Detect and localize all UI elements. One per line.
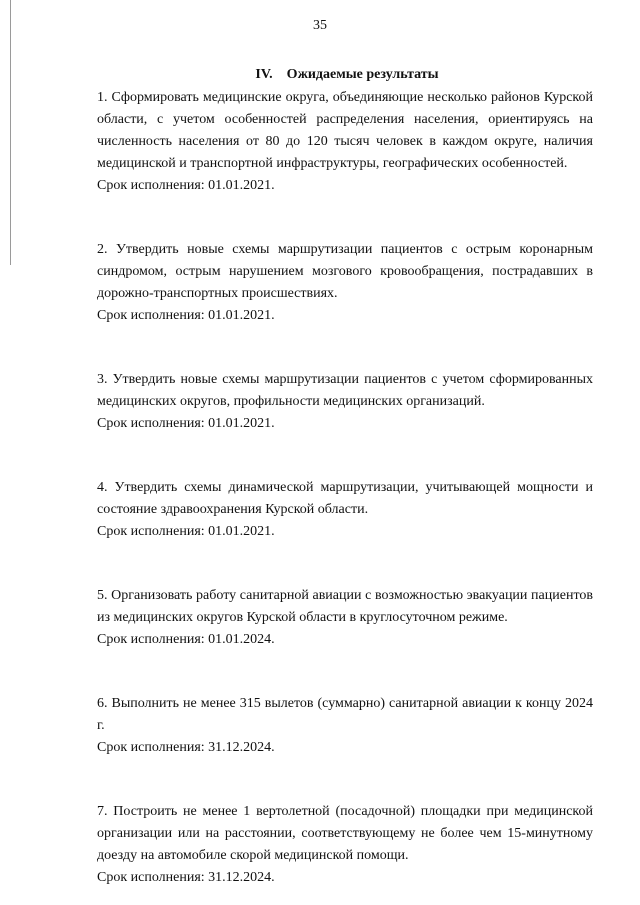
- section-heading: [97, 64, 593, 86]
- page-number: 35: [313, 18, 327, 33]
- spacer: [97, 327, 593, 369]
- spacer: [97, 543, 593, 585]
- list-item: [97, 693, 593, 759]
- item-deadline: Срок исполнения: 31.12.2024.: [97, 740, 275, 755]
- margin-rule: [10, 0, 11, 265]
- item-text: 6. Выполнить не менее 315 вылетов (суммарно) санитарной авиации к концу 2024 г.: [97, 696, 593, 733]
- item-text: 7. Построить не менее 1 вертолетной (посадочной) площадки при медицинской организации или на расстоянии, соответствующему не более чем 15-минутному доезду на автомобиле скорой медицинской помощи.: [97, 804, 593, 863]
- item-text: 1. Сформировать медицинские округа, объединяющие несколько районов Курской области, с учетом особенностей распределения населения, ориентируясь на численность населения от 80 до 120 тысяч человек в каждом округе, наличия медицинской и транспортной инфраструктуры, географических особенностей.: [97, 90, 593, 171]
- list-item: [97, 239, 593, 327]
- section-title: Ожидаемые результаты: [286, 67, 439, 82]
- spacer: [97, 435, 593, 477]
- item-deadline: Срок исполнения: 01.01.2021.: [97, 524, 275, 539]
- document-body: [97, 64, 593, 889]
- item-text: 3. Утвердить новые схемы маршрутизации пациентов с учетом сформированных медицинских округов, профильности медицинских организаций.: [97, 372, 593, 409]
- list-item: [97, 477, 593, 543]
- item-deadline: Срок исполнения: 01.01.2021.: [97, 308, 275, 323]
- section-numeral: IV.: [255, 67, 273, 82]
- list-item: [97, 585, 593, 651]
- list-item: [97, 369, 593, 435]
- spacer: [97, 197, 593, 239]
- item-deadline: Срок исполнения: 01.01.2024.: [97, 632, 275, 647]
- item-text: 4. Утвердить схемы динамической маршрутизации, учитывающей мощности и состояние здравоохранения Курской области.: [97, 480, 593, 517]
- list-item: [97, 87, 593, 197]
- spacer: [97, 651, 593, 693]
- item-text: 2. Утвердить новые схемы маршрутизации пациентов с острым коронарным синдромом, острым нарушением мозгового кровообращения, пострадавших в дорожно-транспортных происшествиях.: [97, 242, 593, 301]
- item-text: 5. Организовать работу санитарной авиации с возможностью эвакуации пациентов из медицинских округов Курской области в круглосуточном режиме.: [97, 588, 593, 625]
- item-deadline: Срок исполнения: 31.12.2024.: [97, 870, 275, 885]
- item-deadline: Срок исполнения: 01.01.2021.: [97, 416, 275, 431]
- item-deadline: Срок исполнения: 01.01.2021.: [97, 178, 275, 193]
- spacer: [97, 759, 593, 801]
- list-item: [97, 801, 593, 889]
